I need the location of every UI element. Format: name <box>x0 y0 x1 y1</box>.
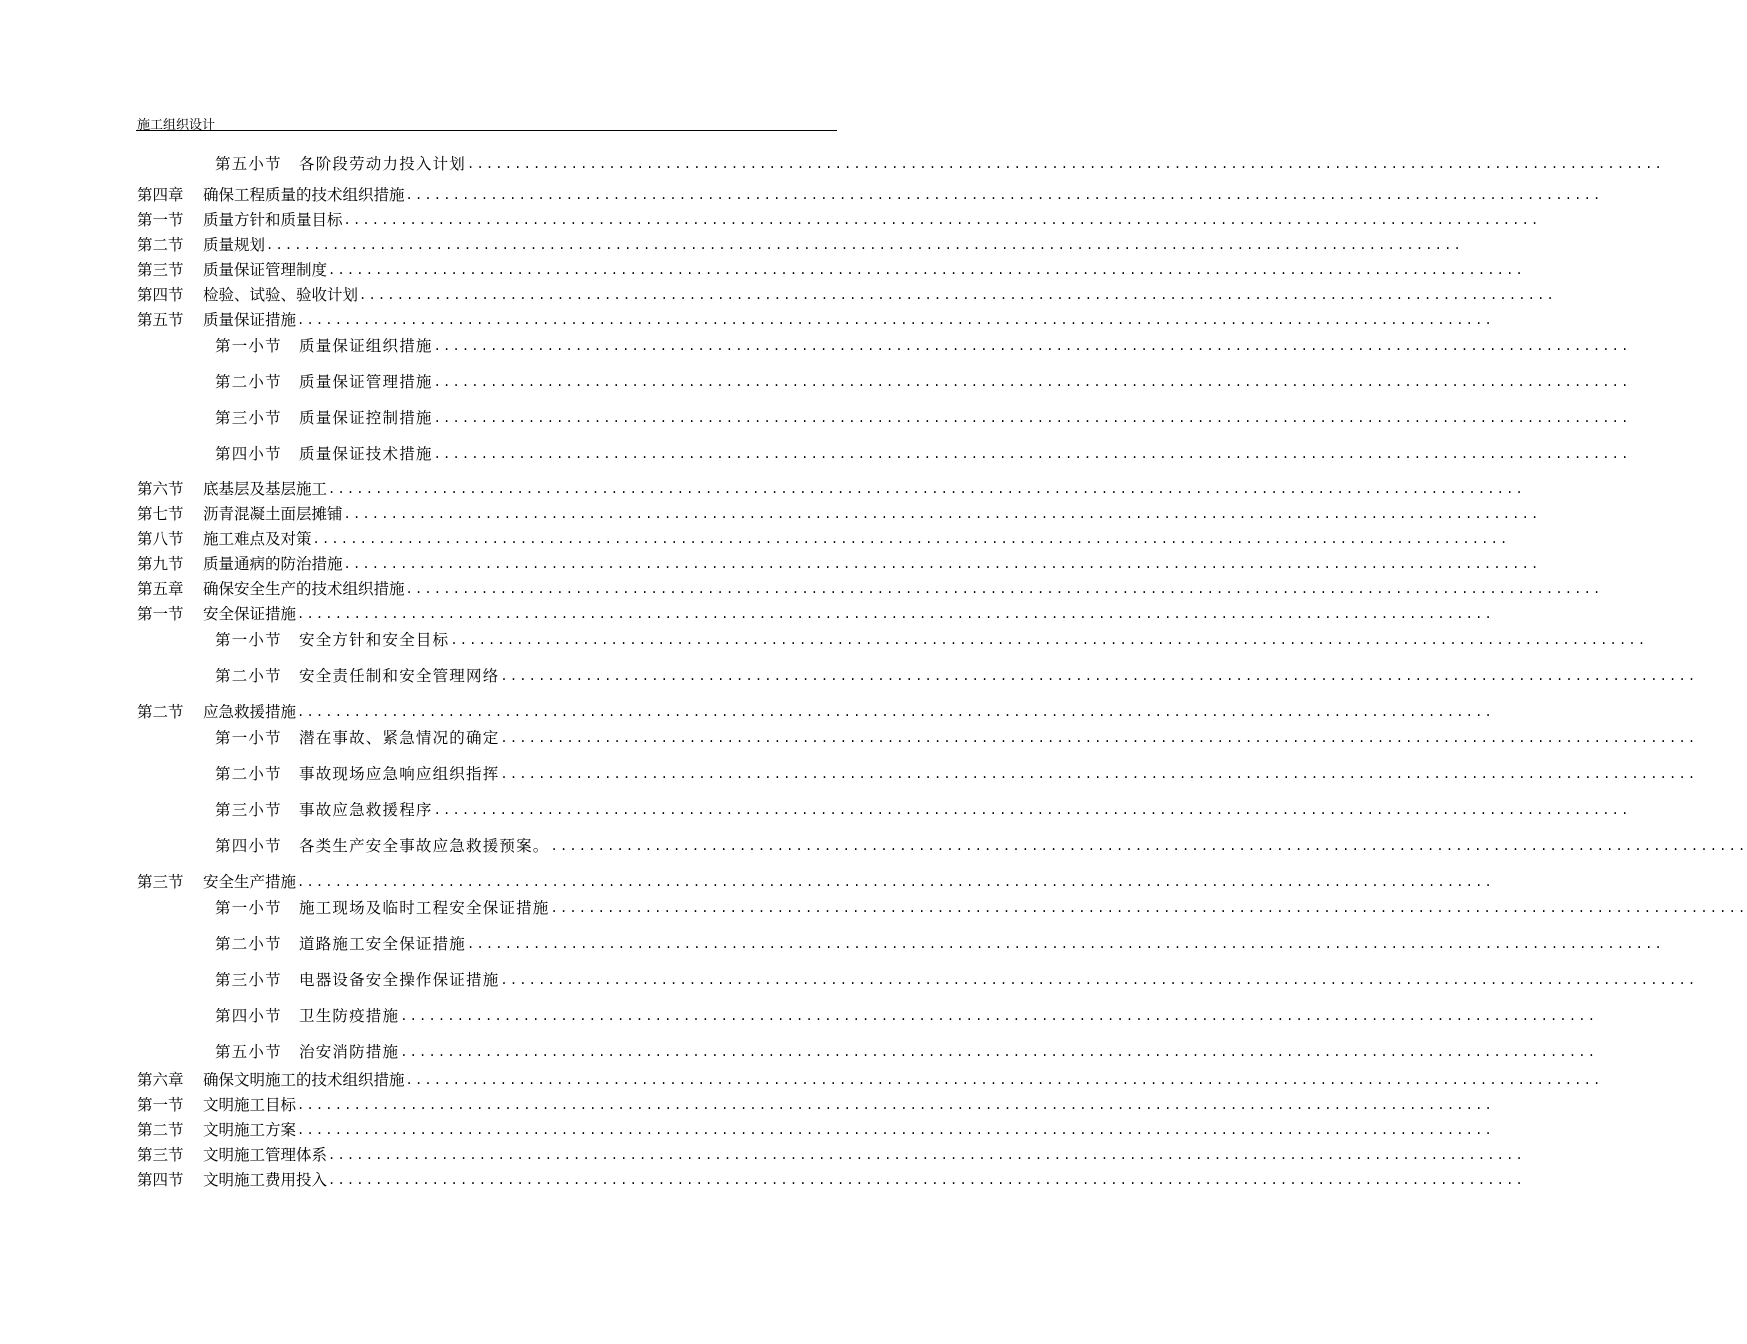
toc-entry-line <box>215 798 1631 820</box>
toc-entry-title: 安全责任制和安全管理网络 <box>299 667 500 685</box>
toc-entry[interactable] <box>0 502 1541 524</box>
dot-leader: ............................................................................................................................... <box>297 705 1494 719</box>
dot-leader: ............................................................................................................................... <box>433 803 1631 817</box>
toc-entry-line <box>137 1068 1603 1090</box>
toc-entry-line <box>215 334 1631 356</box>
toc-subentry[interactable] <box>0 442 1631 464</box>
dot-leader: ............................................................................................................................... <box>328 1173 1525 1187</box>
toc-entry-title: 检验、试验、验收计划 <box>203 286 359 304</box>
toc-subentry[interactable] <box>0 932 1664 954</box>
toc-entry-number: 第三节 <box>137 261 184 279</box>
toc-entry-number: 第一节 <box>137 605 184 623</box>
dot-leader: ............................................................................................................................... <box>312 532 1510 546</box>
toc-entry[interactable] <box>0 258 1525 280</box>
toc-entry-title: 文明施工目标 <box>203 1096 297 1114</box>
header-title: 施工组织设计 <box>137 118 216 133</box>
toc-entry-number: 第四小节 <box>215 445 282 463</box>
toc-entry[interactable] <box>0 552 1541 574</box>
toc-entry-number: 第五章 <box>137 580 184 598</box>
toc-entry-line <box>215 834 1747 856</box>
dot-leader: ............................................................................................................................... <box>297 1098 1494 1112</box>
toc-entry-title: 文明施工费用投入 <box>203 1171 328 1189</box>
dot-leader: ............................................................................................................................... <box>550 839 1747 853</box>
dot-leader: ............................................................................................................................... <box>297 1123 1494 1137</box>
dot-leader: ............................................................................................................................... <box>343 557 1541 571</box>
toc-entry-number: 第五小节 <box>215 155 282 173</box>
toc-entry-title: 潜在事故、紧急情况的确定 <box>299 729 500 747</box>
toc-subentry[interactable] <box>0 664 1698 686</box>
toc-entry-line <box>137 1118 1494 1140</box>
toc-subentry[interactable] <box>0 406 1631 428</box>
toc-entry[interactable] <box>0 477 1525 499</box>
toc-entry-title: 应急救援措施 <box>203 703 297 721</box>
toc-entry[interactable] <box>0 1168 1525 1190</box>
dot-leader: ............................................................................................................................... <box>343 507 1541 521</box>
toc-entry-number: 第四节 <box>137 1171 184 1189</box>
toc-entry-line <box>137 477 1525 499</box>
toc-entry-title: 治安消防措施 <box>299 1043 400 1061</box>
toc-entry-line <box>137 700 1494 722</box>
toc-subentry[interactable] <box>0 1040 1598 1062</box>
toc-entry[interactable] <box>0 1118 1494 1140</box>
toc-entry[interactable] <box>0 1143 1525 1165</box>
toc-subentry[interactable] <box>0 1004 1598 1026</box>
toc-entry-title: 质量方针和质量目标 <box>203 211 343 229</box>
toc-subentry[interactable] <box>0 370 1631 392</box>
dot-leader: ............................................................................................................................... <box>405 582 1603 596</box>
toc-entry-number: 第一小节 <box>215 337 282 355</box>
toc-entry-line <box>215 762 1698 784</box>
toc-entry-number: 第九节 <box>137 555 184 573</box>
toc-entry[interactable] <box>0 1068 1603 1090</box>
toc-entry-title: 事故应急救援程序 <box>299 801 433 819</box>
toc-entry[interactable] <box>0 870 1494 892</box>
dot-leader: ............................................................................................................................... <box>433 411 1631 425</box>
toc-entry-line <box>215 726 1698 748</box>
toc-entry-title: 卫生防疫措施 <box>299 1007 400 1025</box>
toc-entry-title: 质量保证控制措施 <box>299 409 433 427</box>
toc-entry-title: 安全方针和安全目标 <box>299 631 450 649</box>
toc-entry-number: 第四节 <box>137 286 184 304</box>
dot-leader: ............................................................................................................................... <box>405 188 1603 202</box>
toc-entry-title: 安全保证措施 <box>203 605 297 623</box>
toc-entry-title: 安全生产措施 <box>203 873 297 891</box>
toc-entry-line <box>137 1168 1525 1190</box>
dot-leader: ............................................................................................................................... <box>433 339 1631 353</box>
toc-entry-number: 第二小节 <box>215 667 282 685</box>
dot-leader: ............................................................................................................................... <box>400 1009 1598 1023</box>
toc-entry-line <box>137 502 1541 524</box>
toc-entry-number: 第四小节 <box>215 837 282 855</box>
toc-subentry[interactable] <box>0 628 1648 650</box>
dot-leader: ............................................................................................................................... <box>550 901 1747 915</box>
toc-entry-number: 第一节 <box>137 211 184 229</box>
toc-entry-number: 第三小节 <box>215 801 282 819</box>
toc-entry-title: 确保安全生产的技术组织措施 <box>203 580 405 598</box>
toc-entry-number: 第三节 <box>137 873 184 891</box>
toc-entry-number: 第二节 <box>137 236 184 254</box>
toc-entry-number: 第八节 <box>137 530 184 548</box>
toc-entry-title: 事故现场应急响应组织指挥 <box>299 765 500 783</box>
toc-subentry[interactable] <box>0 762 1698 784</box>
toc-entry-number: 第二节 <box>137 1121 184 1139</box>
toc-entry-line <box>215 1040 1598 1062</box>
toc-entry-line <box>215 406 1631 428</box>
toc-entry-number: 第七节 <box>137 505 184 523</box>
toc-entry-line <box>215 664 1698 686</box>
dot-leader: ............................................................................................................................... <box>433 447 1631 461</box>
toc-entry-number: 第二节 <box>137 703 184 721</box>
toc-entry-number: 第六章 <box>137 1071 184 1089</box>
toc-entry[interactable] <box>0 283 1556 305</box>
toc-subentry[interactable] <box>0 968 1698 990</box>
toc-entry-line <box>215 1004 1598 1026</box>
toc-entry-number: 第四章 <box>137 186 184 204</box>
toc-entry-number: 第六节 <box>137 480 184 498</box>
toc-entry-number: 第二小节 <box>215 373 282 391</box>
toc-entry-line <box>137 527 1510 549</box>
toc-entry-line <box>137 1143 1525 1165</box>
toc-entry-title: 施工难点及对策 <box>203 530 312 548</box>
dot-leader: ............................................................................................................................... <box>433 375 1631 389</box>
toc-entry-line <box>215 628 1648 650</box>
toc-entry-title: 文明施工方案 <box>203 1121 297 1139</box>
dot-leader: ............................................................................................................................... <box>297 313 1494 327</box>
toc-entry[interactable] <box>0 183 1603 205</box>
dot-leader: ............................................................................................................................... <box>400 1045 1598 1059</box>
toc-entry[interactable] <box>0 1093 1494 1115</box>
toc-entry-number: 第一小节 <box>215 899 282 917</box>
toc-entry-title: 质量保证技术措施 <box>299 445 433 463</box>
toc-entry-line <box>137 283 1556 305</box>
toc-entry-number: 第一小节 <box>215 729 282 747</box>
toc-entry-title: 质量保证管理措施 <box>299 373 433 391</box>
toc-entry-number: 第四小节 <box>215 1007 282 1025</box>
dot-leader: ............................................................................................................................... <box>359 288 1556 302</box>
toc-entry-line <box>215 968 1698 990</box>
toc-entry-title: 质量通病的防治措施 <box>203 555 343 573</box>
dot-leader: ............................................................................................................................... <box>500 973 1698 987</box>
toc-entry-title: 确保工程质量的技术组织措施 <box>203 186 405 204</box>
toc-entry-line <box>137 183 1603 205</box>
toc-subentry[interactable] <box>0 334 1631 356</box>
toc-entry-title: 质量保证管理制度 <box>203 261 328 279</box>
dot-leader: ............................................................................................................................... <box>328 1148 1525 1162</box>
toc-entry-number: 第五节 <box>137 311 184 329</box>
toc-entry-line <box>215 896 1747 918</box>
dot-leader: ............................................................................................................................... <box>328 482 1525 496</box>
toc-entry-title: 沥青混凝土面层摊铺 <box>203 505 343 523</box>
dot-leader: ............................................................................................................................... <box>343 213 1541 227</box>
toc-entry-line <box>137 552 1541 574</box>
toc-entry-number: 第三小节 <box>215 409 282 427</box>
toc-entry-line <box>137 870 1494 892</box>
toc-entry[interactable] <box>0 233 1463 255</box>
toc-subentry[interactable] <box>0 896 1747 918</box>
toc-entry-title: 各类生产安全事故应急救援预案。 <box>299 837 550 855</box>
toc-subentry[interactable] <box>0 798 1631 820</box>
toc-subentry[interactable] <box>0 834 1747 856</box>
toc-entry-title: 质量规划 <box>203 236 266 254</box>
toc-entry-title: 质量保证措施 <box>203 311 297 329</box>
toc-entry-number: 第二小节 <box>215 935 282 953</box>
toc-entry[interactable] <box>0 308 1494 330</box>
toc-entry-line <box>215 370 1631 392</box>
dot-leader: ............................................................................................................................... <box>500 767 1698 781</box>
toc-entry[interactable] <box>0 527 1510 549</box>
toc-subentry[interactable] <box>0 726 1698 748</box>
toc-entry[interactable] <box>0 577 1603 599</box>
toc-entry-number: 第二小节 <box>215 765 282 783</box>
toc-entry[interactable] <box>0 602 1494 624</box>
toc-entry-line <box>137 208 1541 230</box>
dot-leader: ............................................................................................................................... <box>450 633 1648 647</box>
toc-entry-title: 文明施工管理体系 <box>203 1146 328 1164</box>
toc-entry-title: 底基层及基层施工 <box>203 480 328 498</box>
toc-entry-number: 第三节 <box>137 1146 184 1164</box>
toc-entry-number: 第五小节 <box>215 1043 282 1061</box>
toc-entry-line <box>137 233 1463 255</box>
toc-entry-title: 施工现场及临时工程安全保证措施 <box>299 899 550 917</box>
toc-entry-line <box>137 1093 1494 1115</box>
dot-leader: ............................................................................................................................... <box>467 937 1664 951</box>
toc-entry-line <box>215 442 1631 464</box>
dot-leader: ............................................................................................................................... <box>297 875 1494 889</box>
toc-entry-line <box>137 577 1603 599</box>
dot-leader: ............................................................................................................................... <box>405 1073 1603 1087</box>
toc-entry-line <box>215 152 1664 174</box>
toc-entry-title: 电器设备安全操作保证措施 <box>299 971 500 989</box>
toc-entry-number: 第一小节 <box>215 631 282 649</box>
dot-leader: ............................................................................................................................... <box>467 157 1664 171</box>
toc-entry-line <box>137 602 1494 624</box>
toc-entry-title: 质量保证组织措施 <box>299 337 433 355</box>
dot-leader: ............................................................................................................................... <box>328 263 1525 277</box>
toc-entry-line <box>137 258 1525 280</box>
toc-entry-number: 第一节 <box>137 1096 184 1114</box>
toc-entry-line <box>137 308 1494 330</box>
dot-leader: ............................................................................................................................... <box>266 238 1463 252</box>
toc-entry-title: 各阶段劳动力投入计划 <box>299 155 467 173</box>
dot-leader: ............................................................................................................................... <box>500 731 1698 745</box>
toc-entry[interactable] <box>0 208 1541 230</box>
toc-entry-title: 道路施工安全保证措施 <box>299 935 467 953</box>
toc-entry-number: 第三小节 <box>215 971 282 989</box>
toc-entry[interactable] <box>0 700 1494 722</box>
dot-leader: ............................................................................................................................... <box>500 669 1698 683</box>
dot-leader: ............................................................................................................................... <box>297 607 1494 621</box>
toc-subentry[interactable] <box>0 152 1664 174</box>
toc-entry-title: 确保文明施工的技术组织措施 <box>203 1071 405 1089</box>
toc-entry-line <box>215 932 1664 954</box>
